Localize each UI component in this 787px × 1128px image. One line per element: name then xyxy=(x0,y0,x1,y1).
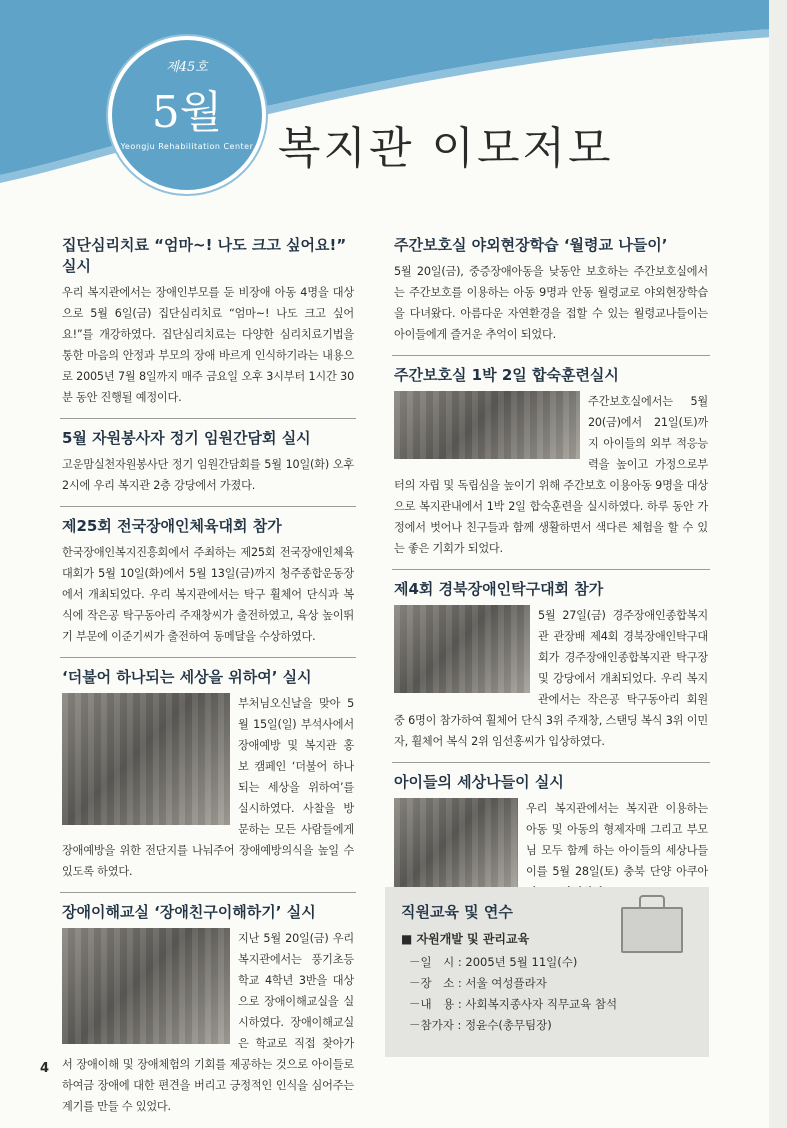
training-participant: －참가자 : 정윤수(총무팀장) xyxy=(409,1018,552,1032)
outing-photo xyxy=(394,798,518,888)
article-field-trip xyxy=(392,226,710,356)
briefcase-icon xyxy=(621,907,683,953)
article-body: 부처님오신날을 맞아 5월 15일(일) 부석사에서 장애예방 및 복지관 홍보 캠페인 ‘더불어 하나되는 세상을 위하여’를 실시하였다. 사찰을 방문하는 모든 사람들에게 장애예방을 위한 전단지를 나눠주어 장애예방의식을 높일 수 있도록 하였다. xyxy=(62,697,354,878)
page-edge xyxy=(769,0,787,1128)
article-body: 한국장애인복지진흥회에서 주최하는 제25회 전국장애인체육대회가 5월 10일(화)에서 5월 13일(금)까지 청주종합운동장에서 개최되었다. 우리 복지관에서는 탁구 휠체어 단식과 복식에 작은공 탁구동아리 주재창씨가 출전하였고, 육상 높이뛰기 부문에 이준기씨가 출전하여 동메달을 수상하였다. xyxy=(62,546,354,643)
page-number: 4 xyxy=(40,1061,50,1076)
article-title: 아이들의 세상나들이 실시 xyxy=(394,773,564,791)
article-title: ‘더불어 하나되는 세상을 위하여’ 실시 xyxy=(62,668,312,686)
article-body: 지난 5월 20일(금) 우리 복지관에서는 풍기초등학교 4학년 3반을 대상으로 장애이해교실을 실시하였다. 장애이해교실은 학교로 직접 찾아가서 장애이해 및 장애체험의 기회를 제공하는 것으로 아이들로 하여금 장애에 대한 편견을 버리고 긍정적인 인식을 심어주는 계기를 만들 수 있었다. xyxy=(62,932,354,1113)
training-title: 직원교육 및 연수 xyxy=(401,903,513,921)
table-tennis-photo xyxy=(394,605,530,693)
article-volunteer-meeting xyxy=(60,419,356,507)
classroom-photo xyxy=(62,928,230,1044)
issue-badge xyxy=(108,36,266,194)
article-title: 주간보호실 야외현장학습 ‘월령교 나들이’ xyxy=(394,236,668,254)
article-overnight-training xyxy=(392,356,710,570)
article-body: 우리 복지관에서는 장애인부모를 둔 비장애 아동 4명을 대상으로 5월 6일(금) 집단심리치료 “엄마~! 나도 크고 싶어요!”를 개강하였다. 집단심리치료는 다양한 심리치료기법을 통한 마음의 안정과 부모의 장애 바르게 인식하기라는 내용으로 2005년 7월 8일까지 매주 금요일 오후 3시부터 1시간 30분 동안 진행될 예정이다. xyxy=(62,286,354,404)
org-name: Yeongju Rehabilitation Center xyxy=(120,142,254,151)
article-title: 집단심리치료 “엄마~! 나도 크고 싶어요!” 실시 xyxy=(62,236,347,275)
article-title: 5월 자원봉사자 정기 임원간담회 실시 xyxy=(62,429,311,447)
day-care-photo xyxy=(394,391,580,459)
article-body: 주간보호실에서는 5월 20(금)에서 21일(토)까지 아이들의 외부 적응능력을 높이고 가정으로부터의 자립 및 독립심을 높이기 위해 주간보호 이용아동 9명을 대상으로 복지관내에서 1박 2일 합숙훈련을 실시하였다. 하루 동안 가정에서 벗어나 친구들과 함께 생활하면서 색다른 체험을 할 수 있는 좋은 기회가 되었다. xyxy=(394,395,708,555)
article-body: 5월 20일(금), 중증장애아동을 낮동안 보호하는 주간보호실에서는 주간보호를 이용하는 아동 9명과 안동 월령교로 야외현장학습을 다녀왔다. 아름다운 자연환경을 접할 수 있는 월령교나들이는 아이들에게 즐거운 추억이 되었다. xyxy=(394,265,708,341)
article-title: 제4회 경북장애인탁구대회 참가 xyxy=(394,580,604,598)
training-place: －장 소 : 서울 여성플라자 xyxy=(409,976,547,990)
article-disability-class xyxy=(60,893,356,1127)
issue-number: 제45호 xyxy=(166,60,208,75)
article-title: 주간보호실 1박 2일 합숙훈련실시 xyxy=(394,366,619,384)
training-subtitle: ■ 자원개발 및 관리교육 xyxy=(401,932,530,946)
article-body: 고운맘실천자원봉사단 정기 임원간담회를 5월 10일(화) 오후 2시에 우리 복지관 2층 강당에서 가졌다. xyxy=(62,458,354,492)
training-content: －내 용 : 사회복지종사자 직무교육 참석 xyxy=(409,997,618,1011)
right-column xyxy=(392,226,710,913)
campaign-photo xyxy=(62,693,230,825)
corner-decoration: ▪▪▪▪▪▪▪ xyxy=(652,36,702,46)
article-campaign xyxy=(60,658,356,893)
page-title: 복지관 이모저모 xyxy=(278,123,614,174)
left-column xyxy=(60,226,356,1127)
article-sports-festival xyxy=(60,507,356,658)
issue-month: 5월 xyxy=(151,87,223,138)
article-group-therapy xyxy=(60,226,356,419)
article-table-tennis xyxy=(392,570,710,763)
article-title: 장애이해교실 ‘장애친구이해하기’ 실시 xyxy=(62,903,316,921)
article-body: 우리 복지관에서는 복지관 이용하는 아동 및 아동의 형제자매 그리고 부모님 모두 함께 하는 아이들의 세상나들이를 5월 28일(토) 충북 단양 아쿠아 xyxy=(526,802,708,878)
article-body: 5월 27일(금) 경주장애인종합복지관 관장배 제4회 경북장애인탁구대회가 경주장애인종합복지관 탁구장 및 강당에서 개최되었다. 우리 복지관에서는 작은공 탁구동아리 회원 중 6명이 참가하여 휠체어 단식 3위 주재창, 스탠딩 복식 3위 이민자, 휠체어 복식 2위 임선홍씨가 입상하였다. xyxy=(394,609,708,748)
article-title: 제25회 전국장애인체육대회 참가 xyxy=(62,517,282,535)
staff-training-panel xyxy=(385,887,709,1057)
training-date: －일 시 : 2005년 5월 11일(수) xyxy=(409,955,578,969)
